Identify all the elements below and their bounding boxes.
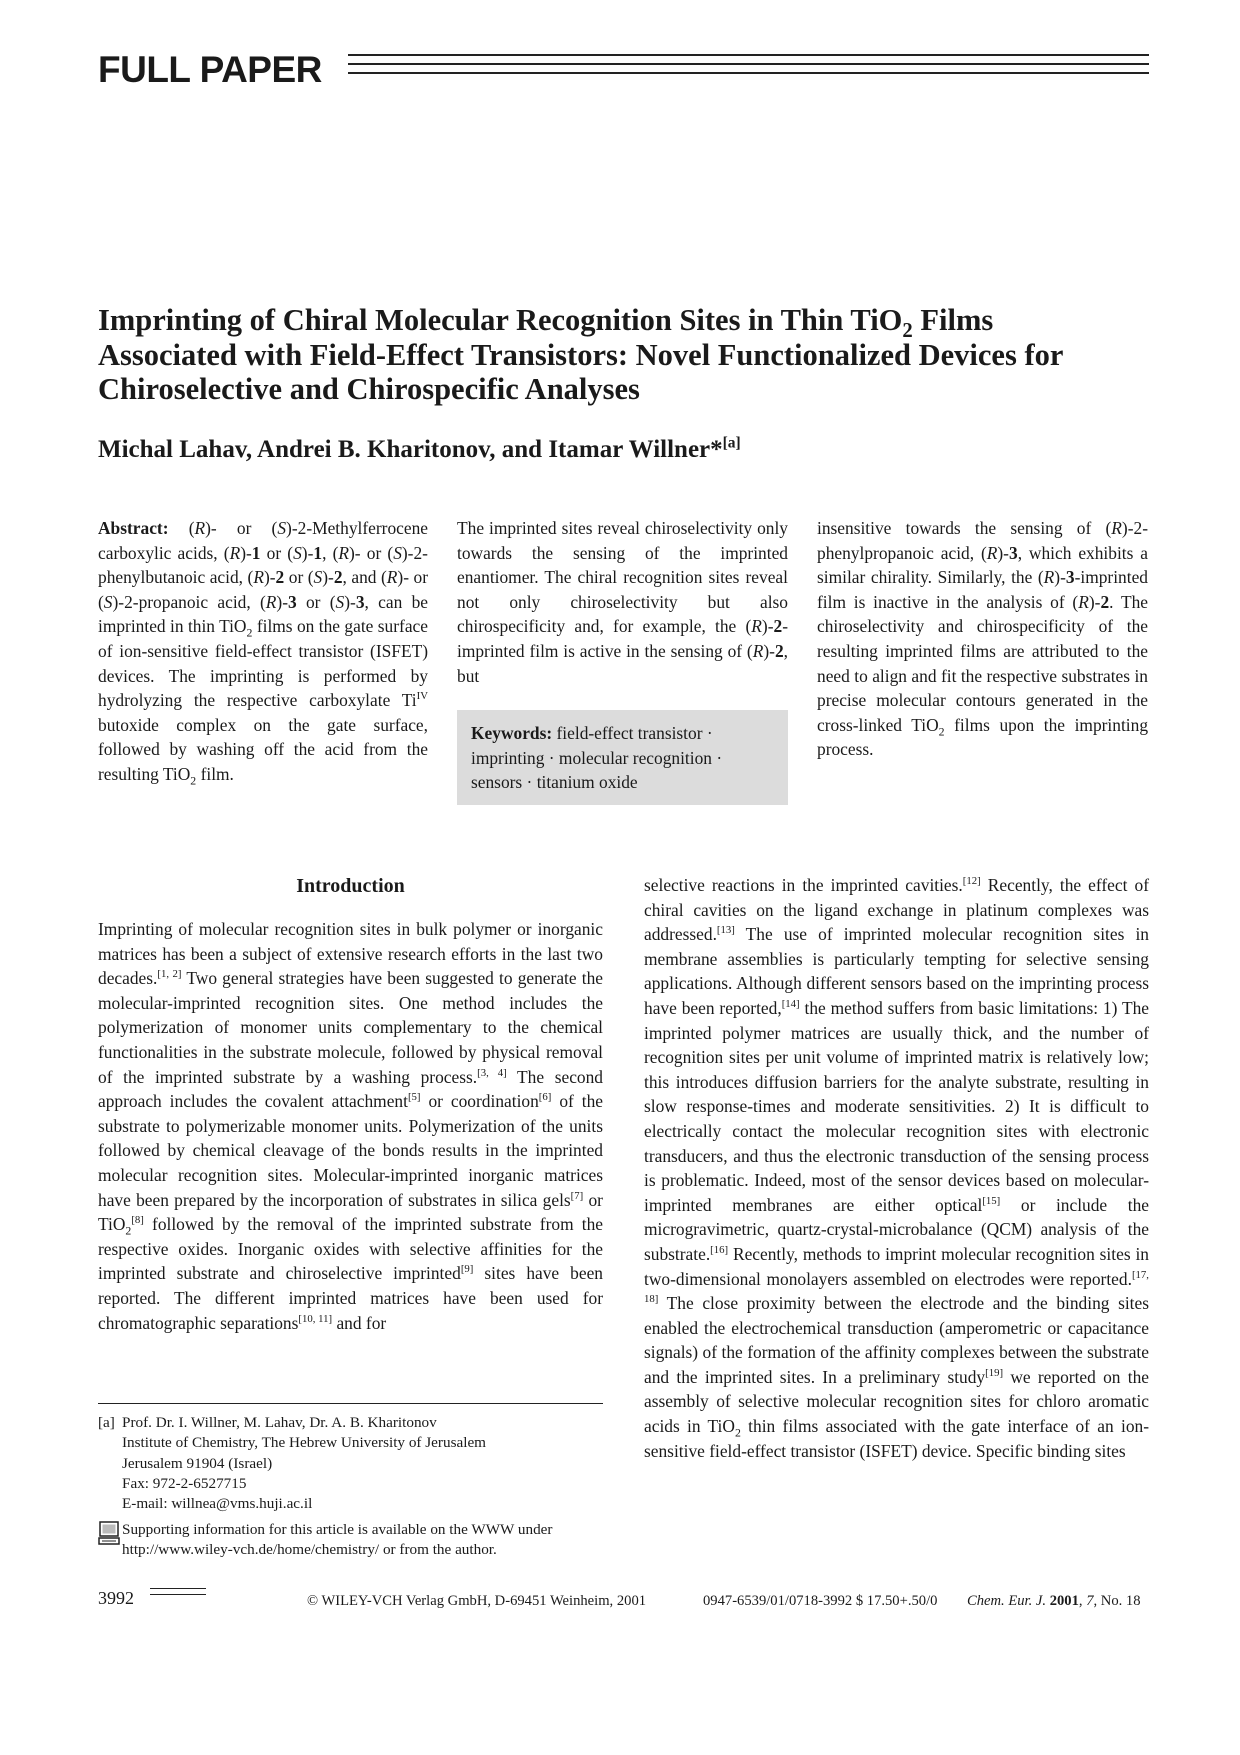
page-number-rule	[150, 1588, 206, 1598]
author-names: Michal Lahav, Andrei B. Kharitonov, and Itamar Willner*	[98, 436, 723, 463]
abstract-column-1	[98, 516, 428, 787]
keywords-text: field-effect transistor · imprinting · molecular recognition · sensors · titanium oxide	[471, 723, 723, 793]
copyright-line: © WILEY-VCH Verlag GmbH, D-69451 Weinheim, 2001	[307, 1593, 647, 1609]
header-rules	[348, 54, 1149, 84]
journal-citation: Chem. Eur. J. 2001, 7, No. 18	[967, 1593, 1141, 1609]
journal-volume: 7	[1086, 1593, 1094, 1609]
section-header: FULL PAPER	[98, 49, 322, 90]
issn-line: 0947-6539/01/0718-3992 $ 17.50+.50/0	[703, 1593, 938, 1609]
keywords-label: Keywords:	[471, 723, 553, 743]
affiliation-mark: [a]	[722, 434, 741, 452]
title-line-1: Imprinting of Chiral Molecular Recognition Sites in Thin TiO	[98, 303, 903, 337]
footnote-rule	[98, 1403, 603, 1404]
author-list	[98, 435, 741, 465]
introduction-column-1: Imprinting of molecular recognition sites in bulk polymer or inorganic matrices has been a subject of extensive research efforts in the last two decades.[1, 2] Two general strategies have been suggested to generate the molecular-imprinted recognition sites. One method includes the polymerization of monomer units complementary to the chemical functionalities in the substrate molecule, followed by physical removal of the imprinted substrate by a washing process.[3, 4] The second approach includes the covalent attachment[5] or coordination[6] of the substrate to polymerizable monomer units. Polymerization of the units followed by chemical cleavage of the bonds results in the imprinted molecular recognition sites. Molecular-imprinted inorganic matrices have been prepared by the incorporation of substrates in silica gels[7] or TiO$_2$[8] followed by the removal of the imprinted substrate from the respective oxides. Inorganic oxides with selective affinities for the imprinted substrate and chiroselective imprinted[9] sites have been reported. The different imprinted matrices have been used for chromatographic separations[10, 11] and for	[98, 919, 604, 1333]
abstract-column-3: insensitive towards the sensing of (R)-2-phenylpropanoic acid, (R)-3, which exhibits a similar chirality. Similarly, the (R)-3-imprinted film is inactive in the analysis of (R)-2. The chiroselectivity and chirospecificity of the resulting imprinted films are attributed to the need to align and fit the respective substrates in precise molecular contours generated in the cross-linked TiO$_2$ films upon the imprinting process.	[817, 518, 1149, 760]
footnote-line: Jerusalem 91904 (Israel)	[122, 1454, 273, 1472]
journal-name: Chem. Eur. J.	[967, 1593, 1047, 1609]
title-subscript: 2	[902, 320, 913, 343]
abstract-column-2: The imprinted sites reveal chiroselectivity only towards the sensing of the imprinted enantiomer. The chiral recognition sites reveal not only chiroselectivity but also chirospecificity and, for example, the (R)-2-imprinted film is active in the sensing of (R)-2, but	[457, 518, 788, 686]
page-number: 3992	[98, 1588, 134, 1608]
footnote-line: Institute of Chemistry, The Hebrew University of Jerusalem	[122, 1434, 486, 1452]
journal-issue: No. 18	[1100, 1593, 1141, 1609]
paper-title	[98, 303, 1158, 407]
supporting-info-note	[98, 1520, 603, 1561]
title-line-2: Associated with Field-Effect Transistors: Novel Functionalized Devices for	[98, 337, 1064, 372]
supporting-info-url: http://www.wiley-vch.de/home/chemistry/ or from the author.	[122, 1541, 497, 1559]
affiliation-footnote	[98, 1413, 603, 1514]
footnote-line: Fax: 972-2-6527715	[122, 1474, 247, 1492]
keywords-box	[457, 710, 788, 805]
title-line-3: Chiroselective and Chirospecific Analyses	[98, 372, 640, 406]
journal-year: 2001	[1049, 1593, 1079, 1609]
introduction-heading: Introduction	[296, 875, 405, 897]
title-line-1-end: Films	[912, 303, 994, 337]
footnote-line: Prof. Dr. I. Willner, M. Lahav, Dr. A. B. Kharitonov	[122, 1414, 437, 1431]
footnote-email: E-mail: willnea@vms.huji.ac.il	[122, 1495, 313, 1513]
computer-icon	[98, 1521, 120, 1545]
introduction-column-2: selective reactions in the imprinted cavities.[12] Recently, the effect of chiral cavities on the ligand exchange in platinum complexes was addressed.[13] The use of imprinted molecular recognition sites in membrane assemblies is particularly tempting for selective sensing applications. Although different sensors based on the imprinting process have been reported,[14] the method suffers from basic limitations: 1) The imprinted polymer matrices are usually thick, and the number of recognition sites per unit volume of imprinted matrix is relatively low; this introduces diffusion barriers for the analyte substrate, resulting in slow response-times and moderate sensitivities. 2) It is difficult to electrically contact the molecular recognition sites with electronic transducers, and thus the electronic transduction of the sensing process is problematic. Indeed, most of the sensor devices based on molecular-imprinted membranes are either optical[15] or include the microgravimetric, quartz-crystal-microbalance (QCM) analysis of the substrate.[16] Recently, methods to imprint molecular recognition sites in two-dimensional monolayers assembled on electrodes were reported.[17, 18] The close proximity between the electrode and the binding sites enabled the electrochemical transduction (amperometric or capacitance signals) of the formation of the affinity complexes between the substrate and the imprinted sites. In a preliminary study[19] we reported on the assembly of selective molecular recognition sites for chloro aromatic acids in TiO$_2$ thin films associated with the gate interface of an ion-sensitive field-effect transistor (ISFET) device. Specific binding sites	[644, 875, 1149, 1461]
footnote-label: [a]	[98, 1414, 115, 1431]
abstract-text-1: (R)- or (S)-2-Methylferrocene carboxylic acids, (R)-1 or (S)-1, (R)- or (S)-2-phenylbutanoic acid, (R)-2 or (S)-2, and (R)- or (S)-2-propanoic acid, (R)-3 or (S)-3, can be imprinted in thin TiO$_2$ films on the gate surface of ion-sensitive field-effect transistor (ISFET) devices. The imprinting is performed by hydrolyzing the respective carboxylate $Ti^{IV}$ butoxide complex on the gate surface, followed by washing off the acid from the resulting TiO$_2$ film.	[98, 518, 429, 788]
supporting-info-line: Supporting information for this article is available on the WWW under	[122, 1521, 553, 1538]
abstract-label: Abstract:	[98, 518, 169, 538]
